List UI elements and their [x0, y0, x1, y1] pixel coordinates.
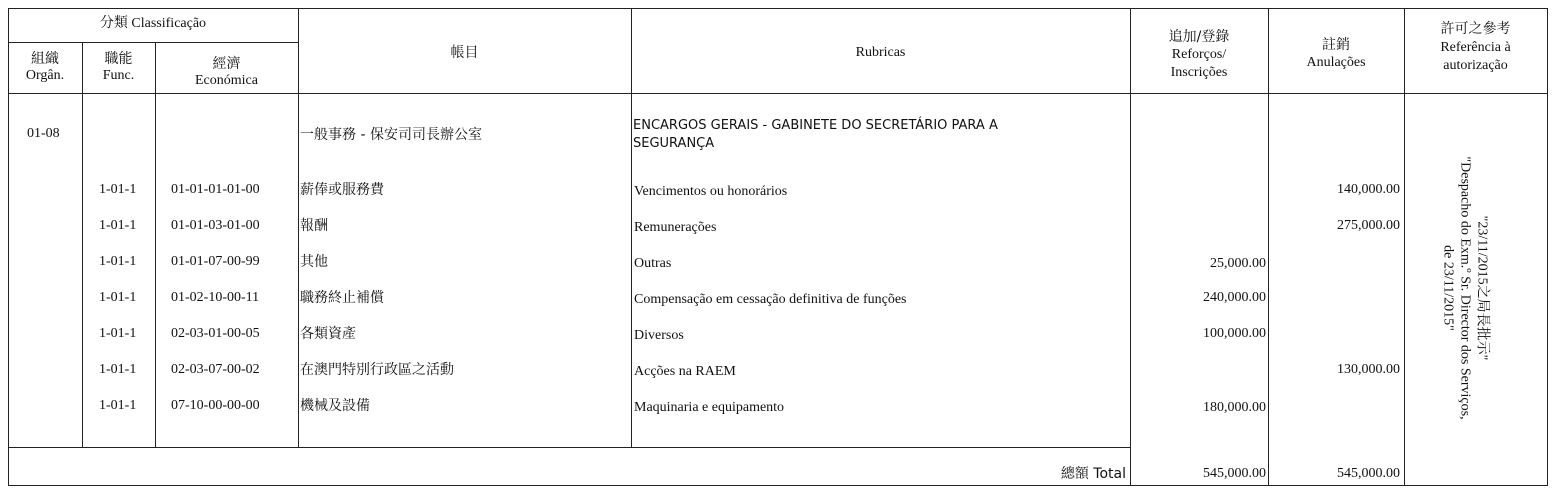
row-zh: 機械及設備 [300, 398, 370, 414]
rule-bottom [8, 485, 1548, 486]
header-reforcos-pt1: Reforços/ [1171, 47, 1227, 62]
total-label: 總額 Total [1060, 466, 1126, 482]
group-title-pt-1: ENCARGOS GERAIS - GABINETE DO SECRETÁRIO PARA A [633, 118, 998, 133]
row-econ: 01-01-01-01-00 [171, 182, 260, 197]
header-func-pt: Func. [102, 68, 135, 83]
row-anulacoes: 275,000.00 [1337, 218, 1400, 233]
row-econ: 01-01-03-01-00 [171, 218, 260, 233]
rule-right [1547, 8, 1548, 486]
header-organ-zh: 組織 [31, 51, 59, 67]
rule-top [8, 8, 1548, 9]
authorization-reference [1390, 118, 1540, 458]
row-reforcos: 100,000.00 [1203, 326, 1266, 341]
row-pt: Vencimentos ou honorários [634, 184, 788, 199]
group-title-pt-2: SEGURANÇA [633, 136, 715, 151]
row-func: 1-01-1 [99, 362, 137, 377]
rule-under-classification [8, 42, 298, 43]
row-func: 1-01-1 [99, 326, 137, 341]
rule-func [155, 42, 156, 448]
row-zh: 職務終止補償 [300, 290, 384, 306]
header-account-zh: 帳目 [450, 45, 479, 61]
authorization-line-1: "23/11/2015之局長批示" [1474, 215, 1490, 361]
group-title-zh: 一般事務 - 保安司司長辦公室 [300, 127, 482, 143]
header-authorization-pt2: autorização [1443, 58, 1508, 73]
authorization-line-2: "Despacho do Exm.º Sr. Director dos Serviços, [1457, 156, 1473, 420]
header-reforcos-zh: 追加/登錄 [1168, 29, 1230, 45]
header-func-zh: 職能 [104, 51, 133, 67]
row-econ: 01-02-10-00-11 [171, 290, 260, 305]
row-func: 1-01-1 [99, 398, 137, 413]
row-anulacoes: 140,000.00 [1337, 182, 1400, 197]
row-reforcos: 240,000.00 [1203, 290, 1266, 305]
row-econ: 02-03-01-00-05 [171, 326, 260, 341]
row-anulacoes: 130,000.00 [1337, 362, 1400, 377]
header-rubricas: Rubricas [855, 45, 906, 60]
header-organ-pt: Orgân. [25, 68, 65, 83]
row-func: 1-01-1 [99, 290, 137, 305]
authorization-line-3: de 23/11/2015" [1440, 245, 1456, 331]
header-anulacoes-pt: Anulações [1306, 55, 1366, 70]
row-zh: 在澳門特別行政區之活動 [300, 362, 454, 378]
header-authorization-pt1: Referência à [1440, 40, 1511, 55]
rule-econ [298, 8, 299, 448]
rule-reforcos [1268, 8, 1269, 486]
header-classification: 分類 Classificação [99, 16, 207, 31]
group-organ: 01-08 [27, 126, 60, 141]
row-pt: Maquinaria e equipamento [634, 400, 785, 415]
row-func: 1-01-1 [99, 254, 137, 269]
row-func: 1-01-1 [99, 218, 137, 233]
row-pt: Compensação em cessação definitiva de funções [634, 292, 907, 307]
rule-body-bottom [8, 447, 1130, 448]
header-reforcos-pt2: Inscrições [1170, 65, 1228, 80]
row-zh: 各類資產 [300, 326, 356, 342]
row-econ: 07-10-00-00-00 [171, 398, 260, 413]
rule-organ [82, 42, 83, 448]
header-anulacoes-zh: 註銷 [1322, 37, 1350, 53]
total-anulacoes: 545,000.00 [1337, 466, 1400, 481]
header-econ-zh: 經濟 [212, 56, 241, 72]
total-reforcos: 545,000.00 [1203, 466, 1266, 481]
header-authorization-zh: 許可之參考 [1440, 21, 1511, 37]
rule-account [631, 8, 632, 448]
row-econ: 01-01-07-00-99 [171, 254, 260, 269]
header-econ-pt: Económica [195, 73, 258, 88]
row-reforcos: 180,000.00 [1203, 400, 1266, 415]
row-pt: Outras [634, 256, 672, 271]
row-zh: 薪俸或服務費 [300, 182, 384, 198]
row-zh: 其他 [300, 254, 328, 270]
row-reforcos: 25,000.00 [1210, 256, 1266, 271]
rule-header-bottom [8, 93, 1548, 94]
row-pt: Acções na RAEM [634, 364, 736, 379]
row-econ: 02-03-07-00-02 [171, 362, 260, 377]
row-func: 1-01-1 [99, 182, 137, 197]
row-pt: Remunerações [634, 220, 717, 235]
row-pt: Diversos [634, 328, 684, 343]
row-zh: 報酬 [300, 218, 328, 234]
